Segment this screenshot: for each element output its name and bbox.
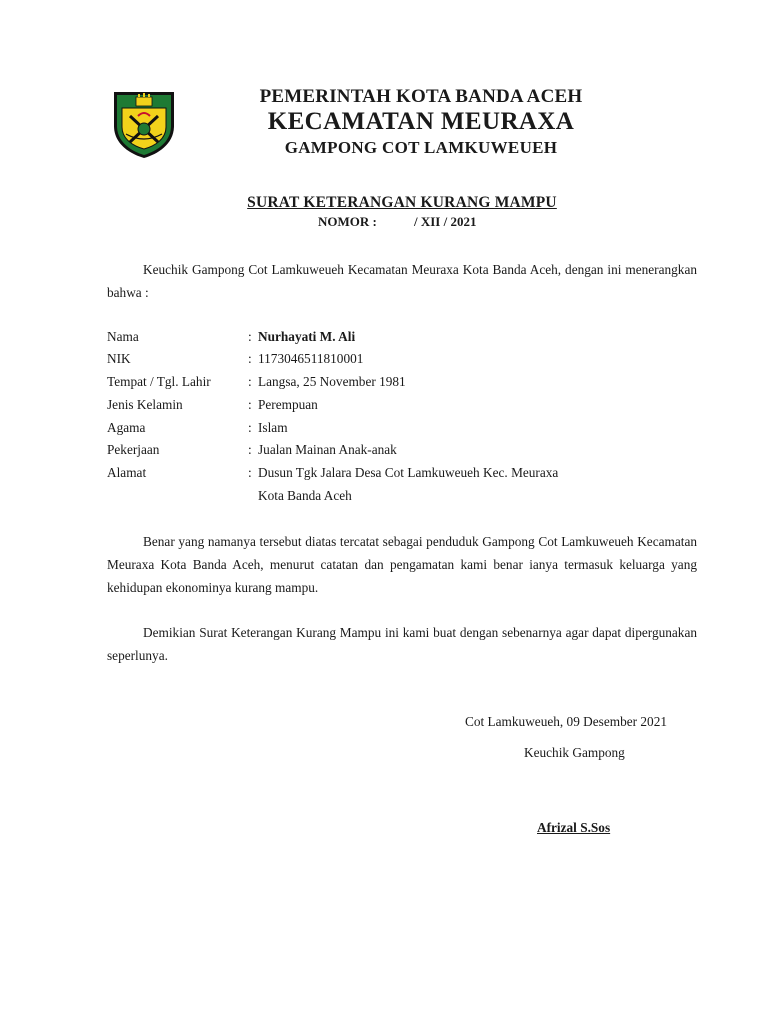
field-colon: : — [248, 329, 252, 344]
letter-number-value: / XII / 2021 — [414, 214, 477, 229]
field-value: Jualan Mainan Anak-anak — [258, 442, 397, 457]
field-colon: : — [248, 442, 252, 457]
header-village: GAMPONG COT LAMKUWEUEH — [284, 138, 558, 157]
field-label: Agama — [107, 420, 146, 435]
field-value-name: Nurhayati M. Ali — [258, 329, 356, 344]
field-value: Dusun Tgk Jalara Desa Cot Lamkuweueh Kec. Meuraxa — [258, 465, 559, 480]
field-label: NIK — [107, 351, 131, 366]
signature-place-date: Cot Lamkuweueh, 09 Desember 2021 — [465, 714, 667, 729]
body-paragraph: Benar yang namanya tersebut diatas tercatat sebagai penduduk Gampong Cot Lamkuweueh Kecamatan Meuraxa Kota Banda Aceh, menurut catatan dan pengamatan kami benar ianya termasuk keluarga yang kehidupan ekonominya kurang mampu. — [107, 534, 697, 595]
letter-title: SURAT KETERANGAN KURANG MAMPU — [247, 194, 557, 211]
field-label: Jenis Kelamin — [107, 397, 183, 412]
signature-role: Keuchik Gampong — [524, 745, 625, 760]
field-colon: : — [248, 397, 252, 412]
field-colon: : — [248, 420, 252, 435]
opening-paragraph: Keuchik Gampong Cot Lamkuweueh Kecamatan Meuraxa Kota Banda Aceh, dengan ini menerangkan bahwa : — [107, 262, 697, 300]
closing-paragraph: Demikian Surat Keterangan Kurang Mampu ini kami buat dengan sebenarnya agar dapat dipergunakan seperlunya. — [107, 625, 697, 663]
field-value-address-line2: Kota Banda Aceh — [258, 488, 352, 503]
field-label: Alamat — [107, 465, 147, 480]
field-label: Tempat / Tgl. Lahir — [107, 374, 211, 389]
field-colon: : — [248, 465, 252, 480]
header-government: PEMERINTAH KOTA BANDA ACEH — [259, 86, 583, 107]
field-label: Nama — [107, 329, 139, 344]
field-value: Islam — [258, 420, 288, 435]
field-colon: : — [248, 351, 252, 366]
field-value: Perempuan — [258, 397, 318, 412]
letter-number-label: NOMOR : — [318, 214, 377, 229]
field-label: Pekerjaan — [107, 442, 160, 457]
field-value: Langsa, 25 November 1981 — [258, 374, 406, 389]
field-value: 1173046511810001 — [258, 351, 364, 366]
field-colon: : — [248, 374, 252, 389]
banda-aceh-emblem-icon — [110, 86, 178, 160]
header-district: KECAMATAN MEURAXA — [267, 108, 575, 135]
signature-name: Afrizal S.Sos — [537, 820, 611, 835]
